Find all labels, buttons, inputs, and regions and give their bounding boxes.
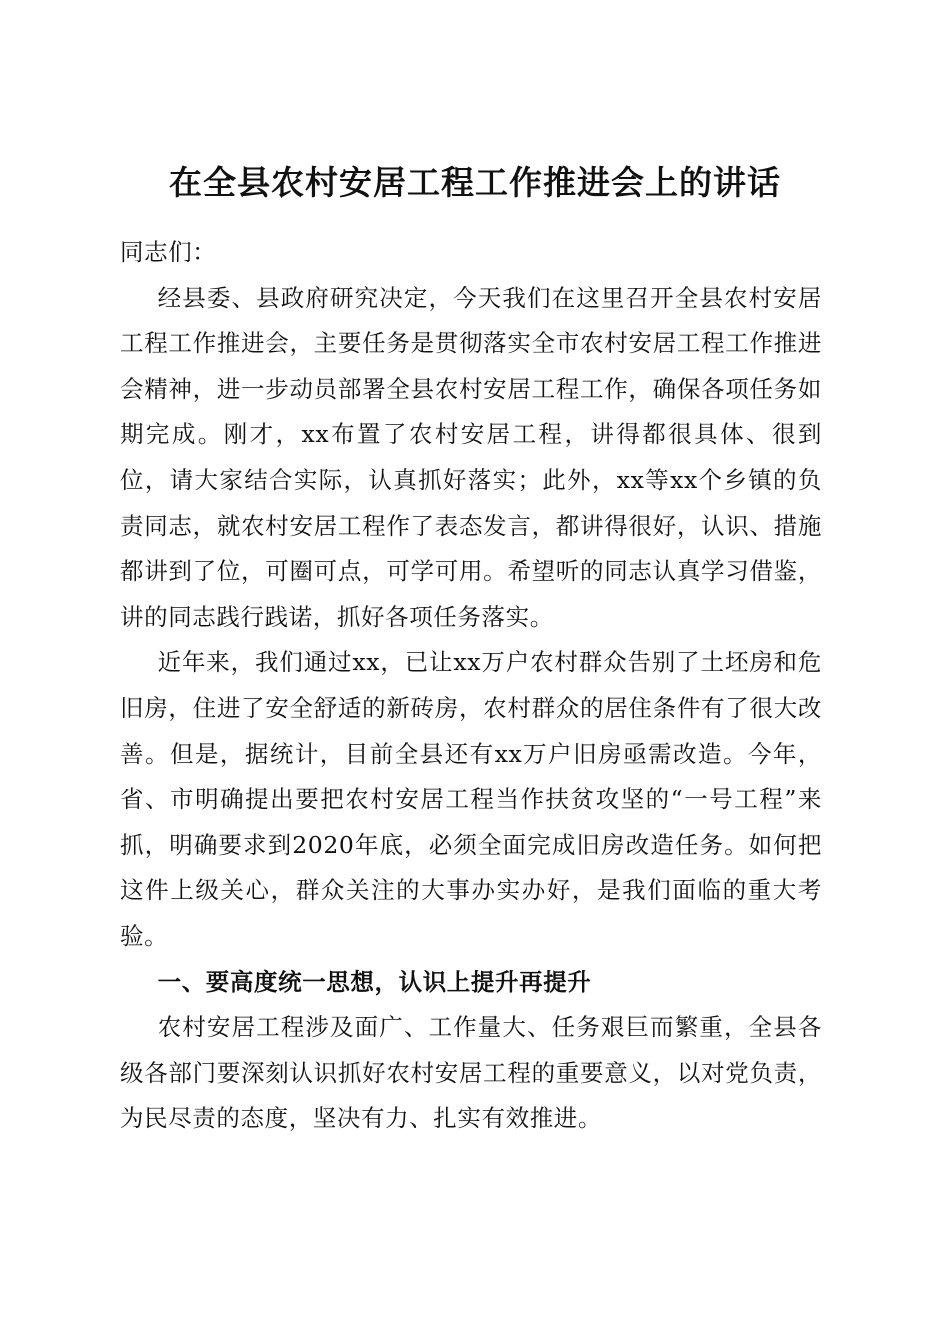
paragraph-background: 近年来，我们通过xx，已让xx万户农村群众告别了土坯房和危旧房，住进了安全舒适的新砖房，农村群众的居住条件有了很大改善。但是，据统计，目前全县还有xx万户旧房亟需改造。今年，省、市明确提出要把农村安居工程当作扶贫攻坚的“一号工程”来抓，明确要求到2020年底，必须全面完成旧房改造任务。如何把这件上级关心，群众关注的大事办实办好，是我们面临的重大考验。 (120, 648, 822, 950)
salutation: 同志们： (120, 238, 217, 266)
section-heading: 一、要高度统一思想，认识上提升再提升 (157, 967, 592, 996)
document-body (120, 230, 822, 1142)
document-title: 在全县农村安居工程工作推进会上的讲话 (169, 163, 781, 203)
paragraph-intro: 经县委、县政府研究决定，今天我们在这里召开全县农村安居工程工作推进会，主要任务是贯彻落实全市农村安居工程工作推进会精神，进一步动员部署全县农村安居工程工作，确保各项任务如期完成。刚才，xx布置了农村安居工程，讲得都很具体、很到位，请大家结合实际，认真抓好落实；此外，xx等xx个乡镇的负责同志，就农村安居工程作了表态发言，都讲得很好，认识、措施都讲到了位，可圈可点，可学可用。希望听的同志认真学习借鉴，讲的同志践行践诺，抓好各项任务落实。 (120, 283, 822, 631)
paragraph-section-one: 农村安居工程涉及面广、工作量大、任务艰巨而繁重，全县各级各部门要深刻认识抓好农村安居工程的重要意义，以对党负责，为民尽责的态度，坚决有力、扎实有效推进。 (120, 1013, 822, 1133)
